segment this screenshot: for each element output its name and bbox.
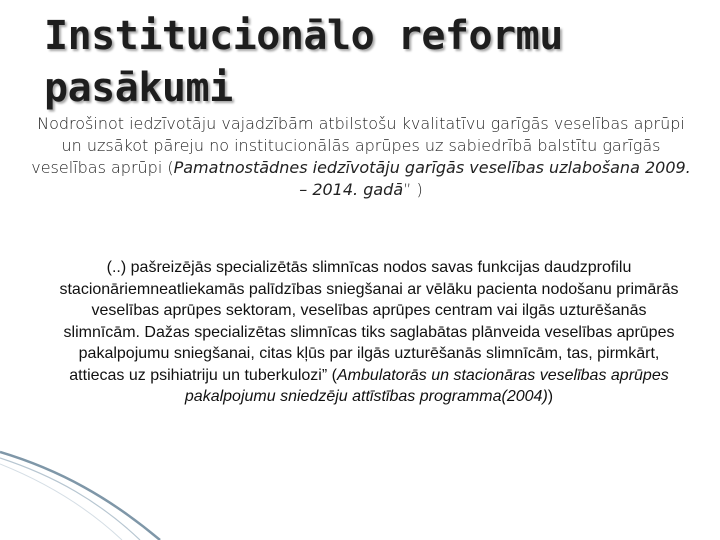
intro-text: Nodrošinot iedzīvotāju vajadzībām atbilstošu kvalitatīvu garīgās veselības aprūpi un uzsākot pāreju no institucionālās aprūpes uz sabiedrībā balstītu garīgās veselības aprūpi (: [31, 114, 685, 177]
intro-closing: ” ): [403, 180, 423, 199]
quote-text: (..) pašreizējās specializētās slimnīcas nodos savas funkcijas daudzprofilu stacionāriemneatliekamās palīdzības sniegšanai ar vēlāku pacienta nodošanu primārās veselības aprūpes sektoram, veselības aprūpes centram vai ilgās uzturēšanās slimnīcām. Dažas specializētas slimnīcas tiks saglabātas plānveida veselības aprūpes pakalpojumu sniegšanai, citas kļūs par ilgās uzturēšanās slimnīcām, tas, pirmkārt, attiecas uz psihiatriju un tuberkulozi” (: [59, 259, 679, 384]
intro-paragraph: [28, 113, 694, 201]
quote-closing: ): [547, 388, 554, 405]
swoosh-line-main: [0, 452, 160, 540]
decorative-swoosh: [0, 440, 720, 540]
slide-title: Institucionālo reformu pasākumi: [44, 13, 563, 111]
quote-paragraph: [54, 257, 684, 408]
quote-source: Ambulatorās un stacionāras veselības aprūpes pakalpojumu sniedzēju attīstības programma(2004): [184, 366, 669, 405]
intro-source: Pamatnostādnes iedzīvotāju garīgās veselības uzlabošana 2009. – 2014. gadā: [173, 158, 691, 199]
swoosh-line-thin: [0, 458, 140, 540]
